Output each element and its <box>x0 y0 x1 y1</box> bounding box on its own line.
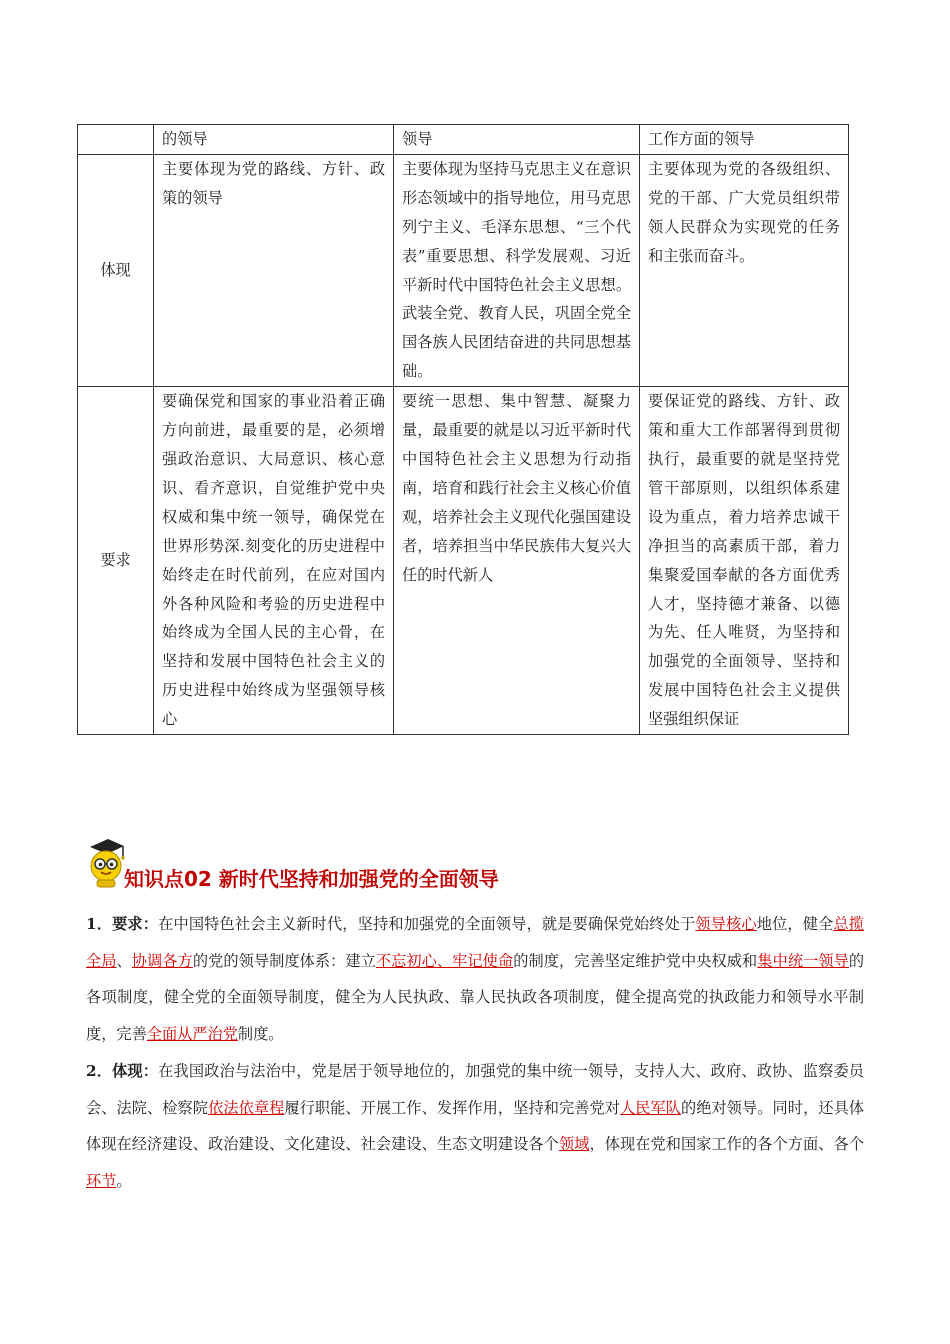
graduate-mascot-icon <box>86 835 126 890</box>
section-heading <box>86 835 586 895</box>
keyword-highlight: 人民军队 <box>619 1098 682 1117</box>
section-title: 知识点02 新时代坚持和加强党的全面领导 <box>124 867 499 891</box>
paragraph-text: 的绝对领导。同时，还具体体现在经济建设、政治建设、文化建设、社会建设、生态文明建设各个 <box>86 1098 865 1153</box>
keyword-highlight: 环节 <box>86 1171 117 1190</box>
keyword-highlight: 总揽全局 <box>86 915 865 970</box>
keyword-highlight: 领导核心 <box>695 915 757 933</box>
table-cell: 要确保党和国家的事业沿着正确方向前进，最重要的是，必须增强政治意识、大局意识、核心意识、看齐意识，自觉维护党中央权威和集中统一领导，确保党在世界形势深.刻变化的历史进程中始终走在时代前列，在应对国内外各种风险和考验的历史进程中始终成为全国人民的主心骨，在坚持和发展中国特色社会主义的历史进程中始终成为坚强领导核心 <box>154 387 394 735</box>
keyword-highlight: 依法依章程 <box>208 1098 285 1117</box>
paragraph-text: 。 <box>116 1171 132 1190</box>
leadership-table <box>77 124 849 735</box>
table-cell: 领导 <box>394 125 640 155</box>
row-label: 要求 <box>78 387 154 735</box>
table-cell: 的领导 <box>154 125 394 155</box>
paragraph-text: 履行职能、开展工作、发挥作用，坚持和完善党对 <box>284 1098 620 1117</box>
paragraph-requirements <box>86 906 864 1052</box>
table-cell: 要保证党的路线、方针、政策和重大工作部署得到贯彻执行，最重要的就是坚持党管干部原则，以组织体系建设为重点，着力培养忠诚干净担当的高素质干部，着力集聚爱国奉献的各方面优秀人才，坚持德才兼备、以德为先、任人唯贤，为坚持和加强党的全面领导、坚持和发展中国特色社会主义提供坚强组织保证 <box>640 387 849 735</box>
row-label: 体现 <box>78 154 154 386</box>
paragraph-text: 在中国特色社会主义新时代，坚持和加强党的全面领导，就是要确保党始终处于 <box>158 915 696 933</box>
table-cell: 主要体现为坚持马克思主义在意识形态领域中的指导地位，用马克思列宁主义、毛泽东思想、“三个代表”重要思想、科学发展观、习近平新时代中国特色社会主义思想。武装全党、教育人民，巩固全党全国各族人民团结奋进的共同思想基础。 <box>394 154 640 386</box>
paragraph-text: 的党的领导制度体系：建立 <box>192 951 376 970</box>
paragraph-manifestation <box>86 1053 864 1199</box>
table-cell <box>78 125 154 155</box>
paragraph-text: 在我国政治与法治中，党是居于领导地位的，加强党的集中统一领导，支持人大、政府、政协、监察委员会、法院、检察院 <box>86 1062 864 1117</box>
paragraph-text: 的制度，完善坚定维护党中央权威和 <box>513 951 758 970</box>
table-header-row <box>78 125 849 155</box>
keyword-highlight: 领域 <box>558 1135 590 1153</box>
table-row <box>78 387 849 735</box>
keyword-highlight: 协调各方 <box>131 951 193 970</box>
paragraph-lead: 2．体现： <box>86 1062 159 1080</box>
paragraph-text: 地位，健全 <box>756 915 834 933</box>
paragraph-lead: 1．要求： <box>86 915 159 933</box>
paragraph-text: 制度。 <box>237 1024 284 1043</box>
table-cell: 要统一思想、集中智慧、凝聚力量，最重要的就是以习近平新时代中国特色社会主义思想为行动指南，培育和践行社会主义核心价值观，培养社会主义现代化强国建设者，培养担当中华民族伟大复兴大任的时代新人 <box>394 387 640 735</box>
table-cell: 主要体现为党的路线、方针、政策的领导 <box>154 154 394 386</box>
keyword-highlight: 不忘初心、牢记使命 <box>375 951 514 970</box>
table-row <box>78 154 849 386</box>
paragraph-text: 的各项制度，健全党的全面领导制度，健全为人民执政、靠人民执政各项制度，健全提高党的执政能力和领导水平制度，完善 <box>86 951 865 1043</box>
keyword-highlight: 全面从严治党 <box>146 1024 238 1043</box>
keyword-highlight: 集中统一领导 <box>757 951 849 970</box>
table-cell: 工作方面的领导 <box>640 125 849 155</box>
paragraph-text: 、 <box>116 951 132 970</box>
table-cell: 主要体现为党的各级组织、党的干部、广大党员组织带领人民群众为实现党的任务和主张而奋斗。 <box>640 154 849 386</box>
paragraph-text: ，体现在党和国家工作的各个方面、各个 <box>589 1135 865 1153</box>
